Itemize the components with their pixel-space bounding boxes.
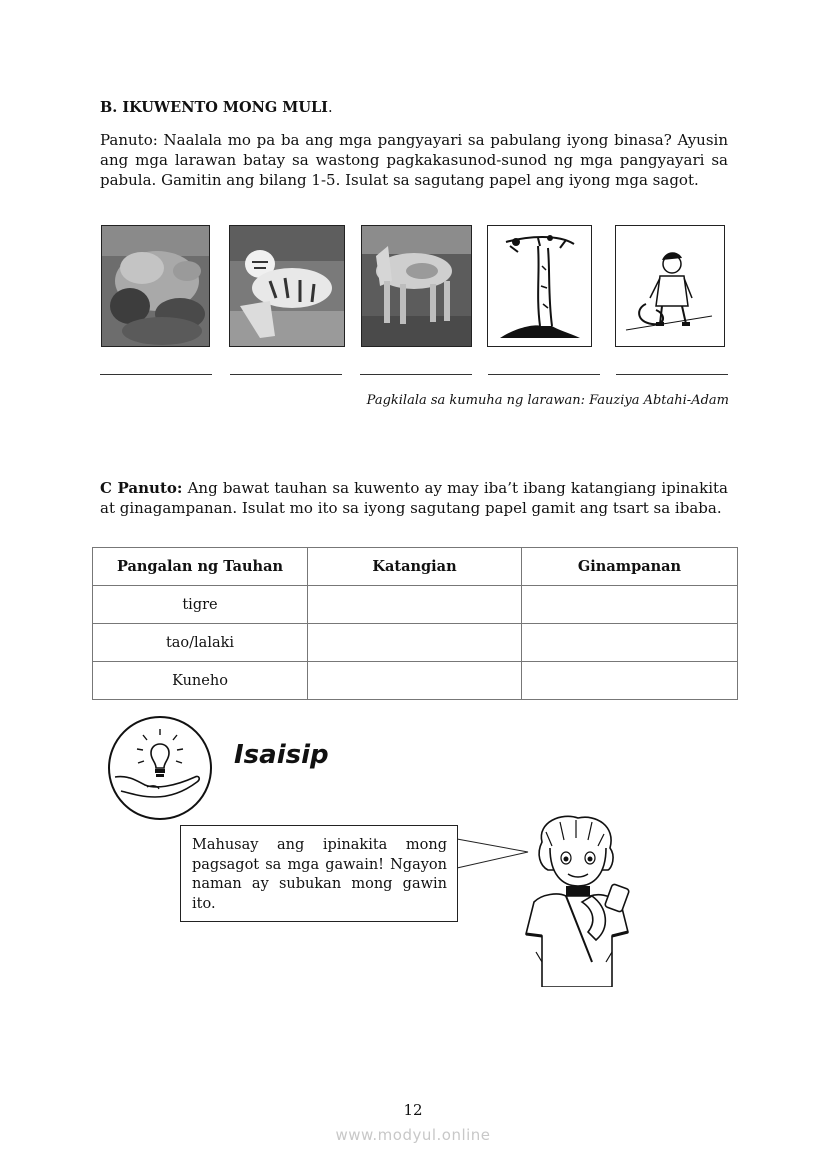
ginampanan-cell[interactable] xyxy=(522,624,738,662)
katangian-cell[interactable] xyxy=(308,624,522,662)
header-pangalan: Pangalan ng Tauhan xyxy=(93,548,308,586)
answer-blank-2[interactable] xyxy=(230,374,342,375)
answer-blank-3[interactable] xyxy=(360,374,472,375)
photo-credit: Pagkilala sa kumuha ng larawan: Fauziya Abtahi-Adam xyxy=(366,393,729,408)
picture-horse xyxy=(361,225,472,347)
isaisip-title: Isaisip xyxy=(234,740,329,770)
cartoon-boy-illustration xyxy=(512,812,642,991)
lightbulb-hand-icon xyxy=(107,715,213,825)
section-b-directions: Panuto: Naalala mo pa ba ang mga pangyayari sa pabulang iyong binasa? Ayusin ang mga larawan batay sa wastong pagkakasunod-sunod ng mga pangyayari sa pabula. Gamitin ang bilang 1-5. Isulat sa sagutang papel ang iyong mga sagot. xyxy=(100,131,728,189)
picture-tree-drawing xyxy=(487,225,592,347)
speech-bubble-text: Mahusay ang ipinakita mong pagsagot sa mga gawain! Ngayon naman ay subukan mong gawin ito. xyxy=(192,837,447,912)
speech-bubble xyxy=(180,825,458,922)
section-c-label: C Panuto: xyxy=(100,479,183,497)
character-name-cell: tigre xyxy=(93,586,308,624)
section-c-directions xyxy=(100,478,728,518)
watermark: www.modyul.online xyxy=(335,1126,491,1144)
table-row xyxy=(93,624,738,662)
answer-blank-4[interactable] xyxy=(488,374,600,375)
picture-white-tiger xyxy=(229,225,345,347)
ginampanan-cell[interactable] xyxy=(522,586,738,624)
table-row xyxy=(93,662,738,700)
character-name-cell: Kuneho xyxy=(93,662,308,700)
answer-blank-5[interactable] xyxy=(616,374,728,375)
table-row xyxy=(93,586,738,624)
section-c-text: Ang bawat tauhan sa kuwento ay may iba’t ibang katangiang ipinakita at ginagampanan. Isulat mo ito sa iyong sagutang papel gamit ang tsart sa ibaba. xyxy=(100,479,728,517)
section-b-title: B. IKUWENTO MONG MULI. xyxy=(100,99,333,116)
katangian-cell[interactable] xyxy=(308,662,522,700)
answer-blank-1[interactable] xyxy=(100,374,212,375)
chart-header-row xyxy=(93,548,738,586)
picture-man-drawing xyxy=(615,225,725,347)
header-ginampanan: Ginampanan xyxy=(522,548,738,586)
character-name-cell: tao/lalaki xyxy=(93,624,308,662)
ginampanan-cell[interactable] xyxy=(522,662,738,700)
page-number: 12 xyxy=(403,1101,423,1119)
header-katangian: Katangian xyxy=(308,548,522,586)
katangian-cell[interactable] xyxy=(308,586,522,624)
character-chart xyxy=(92,547,738,700)
picture-rabbit xyxy=(101,225,210,347)
